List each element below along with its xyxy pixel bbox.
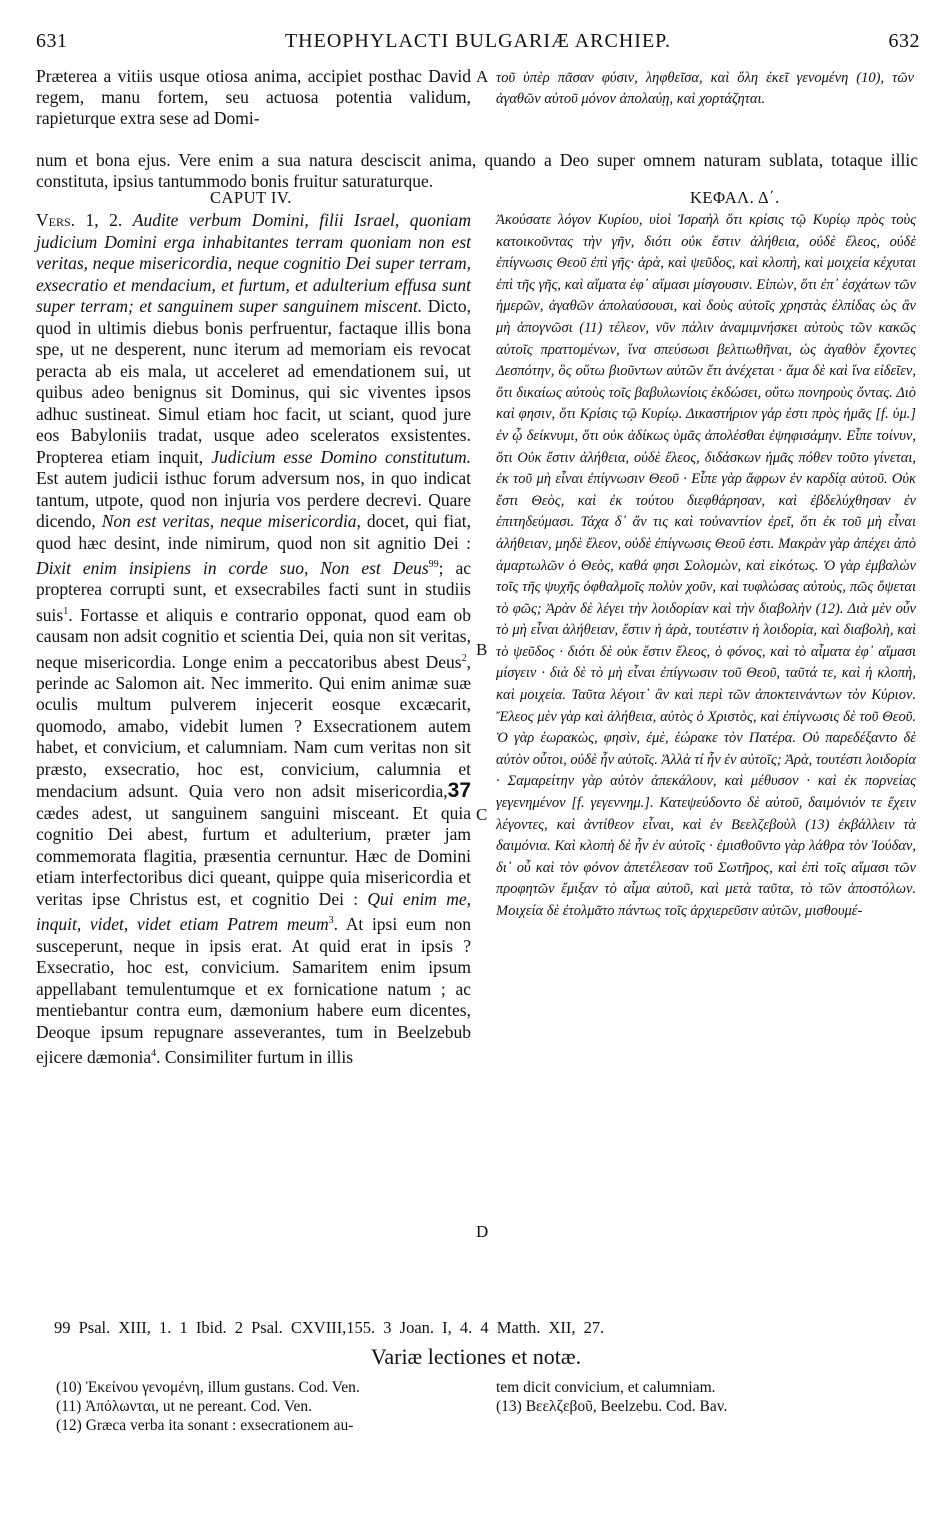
commentary-text: , perinde ac Salomon ait. Nec immerito. Qui enim animæ suæ oculis multum pulverem injecerit eosque excæcarit, quomodo, amabo, videbit lumen ? Exsecrationem autem habet, et convicium, et calumniam. Nam cum veritas non sit præsto, exsecratio, hoc est, convicium, calumnia et mendacium adsunt. Quia vero non adsit misericordia, [36, 651, 471, 802]
margin-marker-a: A [476, 67, 489, 86]
commentary-text: ; ac propterea corrupti sunt, et exsecrabiles facti sunt in studiis suis [36, 557, 471, 625]
footnote-ref: 3 [328, 915, 334, 927]
chapter-heading-greek: ΚΕΦΑΛ. Δ΄. [690, 188, 780, 207]
footnote-ref: 99 [428, 559, 439, 570]
commentary-text: . Fortasse et aliquis e contrario opponat, quod eam ob causam non adsit cognitio et scientia Dei, quia non sit veritas, neque misericordia. Longe enim a peccatoribus abest Deus [36, 604, 471, 672]
commentary-text: Est autem judicii isthuc forum adversum nos, in quo indicat tantum, utpote, quod non injuria vos perdere decrevi. Quare dicendo, [36, 468, 471, 531]
page-number-right: 632 [888, 30, 920, 52]
variae-notes-left [56, 1378, 476, 1435]
latin-column-text [36, 210, 471, 1069]
variae-heading: Variæ lectiones et notæ. [370, 1344, 582, 1369]
quotation: Qui enim me, inquit, videt, videt etiam Patrem meum [36, 888, 472, 935]
variae-note: (12) Græca verba ita sonant : exsecrationem au- [56, 1417, 354, 1434]
quotation: Judicium esse Domino constitutum. [211, 446, 472, 467]
column-number: 37 [447, 779, 471, 803]
footnote-ref: 2 [461, 652, 467, 664]
chapter-heading-latin: CAPUT IV. [210, 188, 292, 207]
quotation: Dixit enim insipiens in corde suo, Non est Deus [36, 557, 429, 578]
footnotes: 99 Psal. XIII, 1. 1 Ibid. 2 Psal. CXVIII,155. 3 Joan. I, 4. 4 Matth. XII, 27. [54, 1318, 605, 1337]
variae-note: (10) Ἐκείνου γενομένη, illum gustans. Cod. Ven. [56, 1379, 360, 1396]
margin-marker-b: B [476, 640, 488, 659]
greek-top-paragraph: τοῦ ὑπὲρ πᾶσαν φύσιν, ληφθεῖσα, καὶ ὅλη ἐκεῖ γενομένη (10), τῶν ἀγαθῶν αὐτοῦ μόνον ἀπολαύῃ, καὶ χορτάζηται. [496, 70, 914, 107]
verse-reference: Vers. 1, 2. [36, 210, 123, 230]
greek-column [496, 210, 916, 923]
variae-note: (13) Βεελζεβοῦ, Beelzebu. Cod. Bav. [496, 1398, 728, 1415]
latin-top-paragraph: Præterea a vitiis usque otiosa anima, accipiet posthac David regem, manu fortem, seu actuosa potentia validum, rapieturque extra sese ad Domi- [36, 66, 471, 128]
margin-marker-d: D [476, 1222, 489, 1241]
footnote-ref: 1 [63, 605, 69, 617]
variae-notes-right [496, 1378, 916, 1416]
commentary-text: cædes adest, ut sanguinem sanguini misceant. Et quia cognitio Dei abest, furtum et adulterium, præter jam commemorata flagitia, præsentia cernuntur. Hæc de Domini etiam interfectoribus dici queant, quippe quia misericordia et veritas ipse Christus est, et cognitio Dei : [36, 802, 471, 909]
commentary-text: Dicto, quod in ultimis diebus bonis perfruentur, factaque illis bona spe, ut ne desperent, nunc iterum ad memoriam eis revocat peracta ab eis mala, ut acceleret ad emendationem sui, ut quibus adeo benignus sit Dominus, qui sic viventes ipsos adhuc sustineat. Simul etiam hoc facit, ut sciant, quod jure eos Babyloniis tradat, usque adeo sceleratos exsistentes. Propterea etiam inquit, [36, 296, 472, 467]
variae-note: (11) Ἀπόλωνται, ut ne pereant. Cod. Ven. [56, 1398, 312, 1415]
footnote-ref: 4 [151, 1048, 157, 1060]
running-title: THEOPHYLACTI BULGARIÆ ARCHIEP. [284, 30, 672, 52]
latin-column [36, 210, 471, 1069]
margin-marker-c: C [476, 805, 488, 824]
verse-text: Audite verbum Domini, filii Israel, quoniam judicium Domini erga inhabitantes terram quoniam non est veritas, neque misericordia, neque cognitio Dei super terram, exsecratio et mendacium, et furtum, et adulterium effusa sunt super terram; et sanguinem super sanguinem miscent. [36, 210, 471, 316]
commentary-text: . At ipsi eum non susceperunt, neque in ipsis erat. At quid erat in ipsis ? Exsecratio, hoc est, convicium. Samaritem enim ipsum appellabant temulentumque et ex fornicatione natum ; ac mentiebantur contra eum, dæmonium habere eum dicentes, Deoque ipsum repugnare asseverantes, tum in Beelzebub ejicere dæmonia [36, 914, 471, 1068]
greek-column-text: Ἀκούσατε λόγον Κυρίου, υἱοὶ Ἰσραὴλ ὅτι κρίσις τῷ Κυρίῳ πρὸς τοὺς κατοικοῦντας τὴν γῆν, διότι οὐκ ἔστιν ἀλήθεια, οὐδὲ ἔλεος, οὐδὲ ἐπίγνωσις Θεοῦ ἐπὶ γῆς· ἀρὰ, καὶ ψεῦδος, καὶ κλοπὴ, καὶ μοιχεία κέχυται ἐπὶ τῆς γῆς, καὶ αἵματα ἐφ᾽ αἵμασι μίσγουσιν. Εἰπὼν, ὅτι ἐπ᾽ ἐσχάτων τῶν ἡμερῶν, ἀγαθῶν ἀπολαύσουσι, καὶ δοὺς αὐτοῖς χρηστὰς ἐλπίδας ὡς ἂν μὴ ἀπογνῶσι (11) τέλεον, νῦν πάλιν ἀναμιμνήσκει αὐτοὺς τῶν κακῶς αὐτοῖς πραττομένων, ἵνα σπεύσωσι βελτιωθῆναι, ὡς ἀγαθὸν ἔχοντες Δεσπότην, ὃς οὕτω βιοῦντων αὐτῶν ἔτι ἀνέχεται · ἅμα δὲ καὶ ἵνα εἰδεῖεν, ὅτι δικαίως αὐτοὺς τοῖς βαβυλωνίοις ἐκδώσει, οὕτω πονηροὺς ὄντας. Διὸ καὶ φησιν, ὅτι Κρίσις τῷ Κυρίῳ. Δικαστήριον γάρ ἐστι πρὸς ἡμᾶς [f. ὑμ.] ἐν ᾧ δείκνυμι, ὅτι οὐκ ἀδίκως ὑμᾶς ἀπολέσθαι ἐψηφισάμην. Εἶπε τοίνυν, ὅτι Οὐκ ἔστιν ἀλήθεια, οὐδὲ ἔλεος, διδάσκων ἡμᾶς πόθεν τοῦτο γίνεται, ἐκ τοῦ μὴ εἶναι ἐπίγνωσιν Θεοῦ · Εἶπε γὰρ ἄφρων ἐν καρδίᾳ αὐτοῦ. Οὐκ ἔστι Θεὸς, καὶ ἐκ τούτου διεφθάρησαν, καὶ ἐβδελύχθησαν ἐν ἐπιτηδεύμασι. Τάχα δ᾽ ἄν τις καὶ τοὐναντίον ἐρεῖ, ὅτι ἐκ τοῦ μὴ εἶναι ἀλήθειαν, μηδὲ ἔλεον, οὐδὲ ἐπίγνωσις Θεοῦ ἐστι. Μακρὰν γὰρ ἀπέχει ἀπὸ ἁμαρτωλῶν ὁ Θεὸς, καθά φησι Σολομὼν, καὶ εἰκότως. Ὁ γὰρ ἐμβαλὼν τοῖς τῆς ψυχῆς ὀφθαλμοῖς πολὺν χοῦν, καὶ τυφλώσας αὐτοὺς, πῶς ὄψεται τὸ φῶς; Ἀρὰν δὲ λέγει τὴν λοιδορίαν καὶ τὴν διαβολὴν (12). Διὰ μὲν οὖν τὸ μὴ εἶναι ἀλήθειαν, ἔστιν ἡ ἀρὰ, τουτέστιν ἡ λοιδορία, καὶ διαβολὴ, καὶ τὸ ψεῦδος · διότι δὲ οὐκ ἔστιν ἔλεος, ὁ φόνος, καὶ τὸ αἷματα ἐφ᾽ αἵμασι μίσγειν · διὰ δὲ τὸ μὴ εἶναι ἐπίγνωσιν τοῦ Θεοῦ, ταῦτά τε, καὶ ἡ κλοπὴ, καὶ μοιχεία. Ταῦτα λέγοιτ᾽ ἂν καὶ περὶ τῶν ἀποκτεινάντων τὸν Κύριον. Ἔλεος μὲν γὰρ καὶ ἀλήθεια, αὐτὸς ὁ Χριστὸς, καὶ ἐπίγνωσις δὲ τοῦ Θεοῦ. Ὁ γὰρ ἑωρακὼς, φησὶν, ἐμὲ, ἑώρακε τὸν Πατέρα. Οὐ παρεδέξαντο δὲ αὐτὸν οὗτοι, οὐδὲ ἦν αὐτοῖς. Ἀλλὰ τί ἦν ἐν αὐτοῖς; Ἀρὰ, τουτέστι λοιδορία · Σαμαρείτην γὰρ αὐτὸν ἀπεκάλουν, καὶ μέθυσον · καὶ ἐκ πορνείας γεγενημένον [f. γεγεννημ.]. Κατεψεύδοντο δὲ αὐτοῦ, δαιμόνιόν τε ἔχειν λέγοντες, καὶ ἀντίθεον εἶναι, καὶ ἐν Βεελζεβοὺλ (13) ἐκβάλλειν τὰ δαιμόνια. Καὶ κλοπὴ δὲ ἦν ἐν αὐτοῖς · ἐμισθοῦντο γὰρ λάθρα τὸν Ἰούδαν, δι᾽ οὗ καὶ τὸν φόνον ἀπετέλεσαν τοῦ Σωτῆρος, καὶ ἐπὶ τοῖς αἵμασι τῶν προφητῶν ἔμιξαν τὸ αἷμα αὐτοῦ, καὶ μετὰ ταῦτα, τὸ τῶν ἀποστόλων. Μοιχεία δὲ ἐτολμᾶτο πάντως τοῖς ἀρχιερεῦσιν αὐτῶν, μισθουμέ- [496, 212, 916, 919]
commentary-text: docet, qui fiat, quod hæc desint, inde nimirum, quod non sit agnitio Dei : [36, 511, 472, 553]
variae-note: tem dicit convicium, et calumniam. [496, 1379, 716, 1396]
page-header [36, 30, 920, 60]
commentary-text: . Consimiliter furtum in illis [156, 1047, 354, 1068]
page-number-left: 631 [36, 30, 68, 52]
latin-top-continuation: num et bona ejus. Vere enim a sua natura desciscit anima, quando a Deo super omnem naturam sublata, totaque illic constituta, ipsius tantummodo bonis fruitur saturaturque. [36, 150, 918, 191]
quotation: Non est veritas, neque misericordia, [101, 511, 361, 531]
